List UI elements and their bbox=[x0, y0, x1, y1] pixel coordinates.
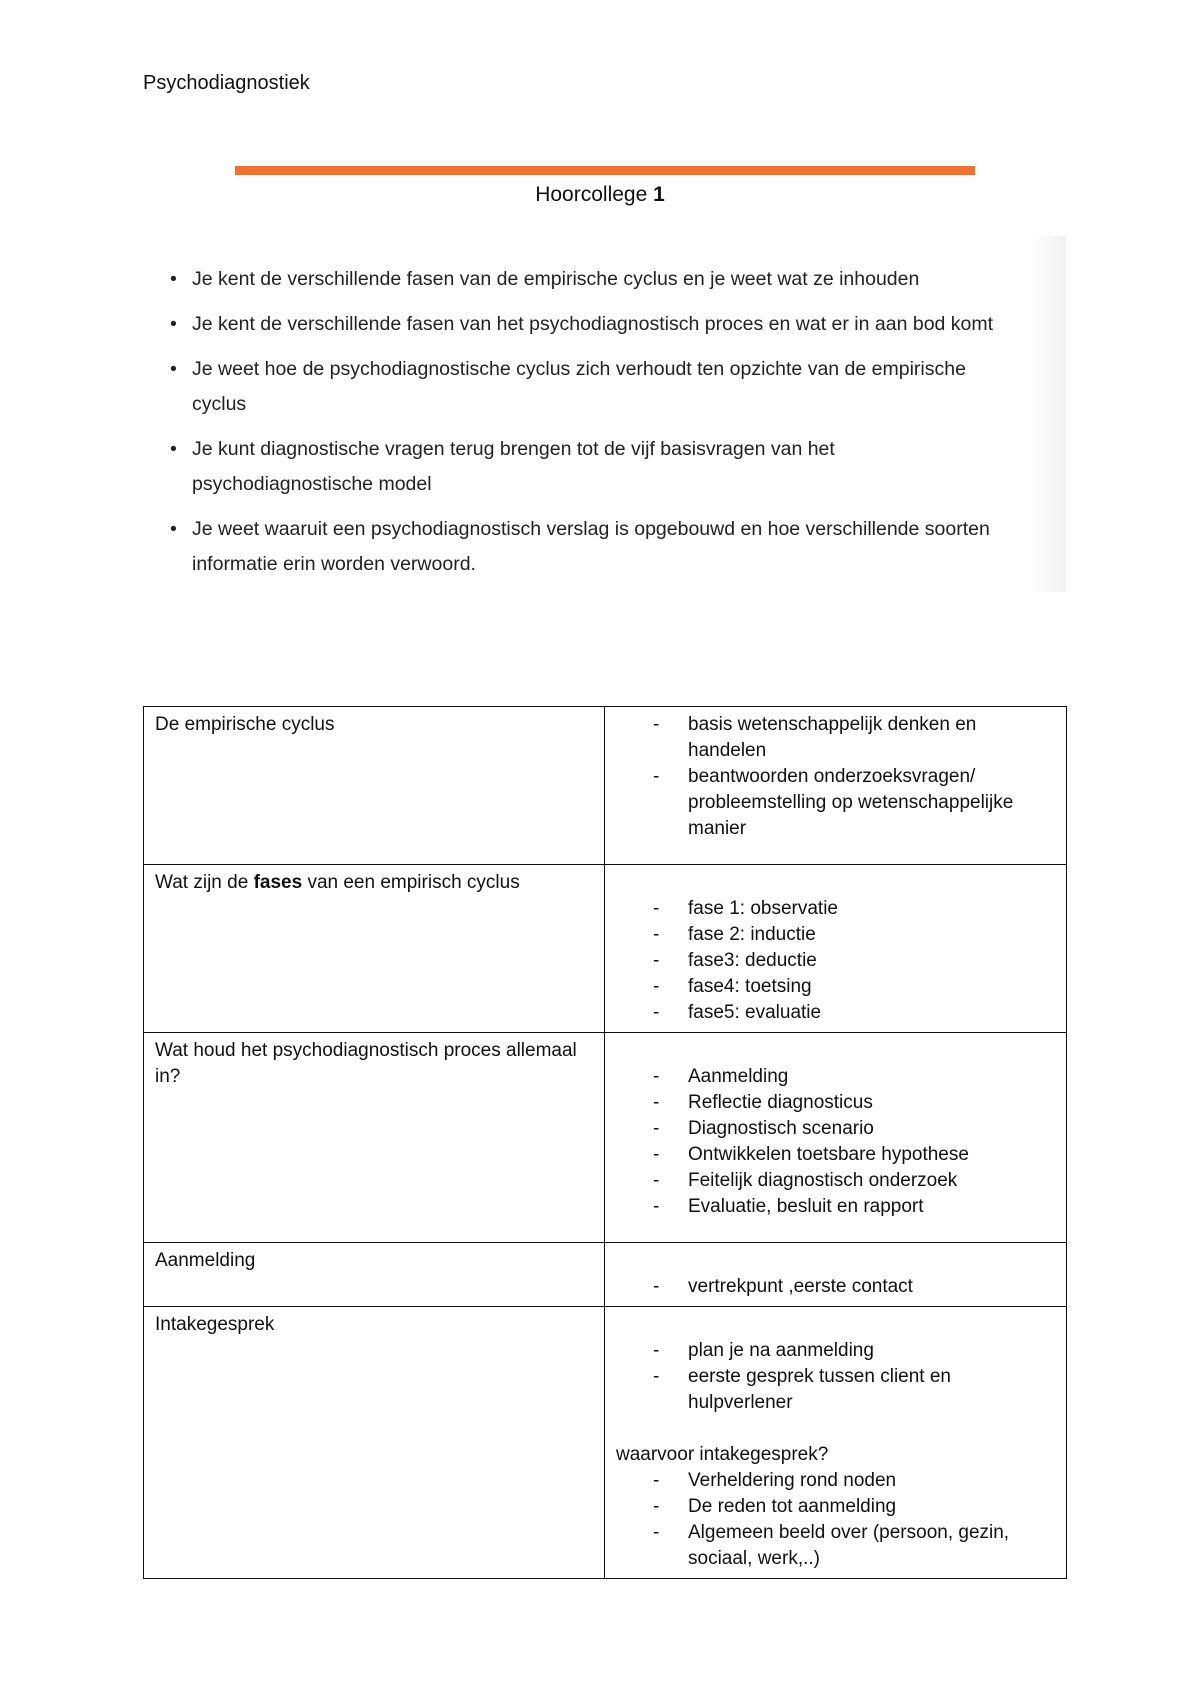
answer-list bbox=[616, 1274, 1056, 1300]
dash-icon: - bbox=[653, 976, 660, 997]
answer-cell bbox=[605, 1307, 1067, 1579]
answer-text: Reflectie diagnosticus bbox=[688, 1092, 873, 1113]
list-item bbox=[616, 974, 1056, 1000]
list-item bbox=[616, 1364, 1056, 1416]
dash-icon: - bbox=[653, 924, 660, 945]
accent-bar bbox=[235, 166, 975, 175]
dash-icon: - bbox=[653, 1092, 660, 1113]
lecture-title-text: Hoorcollege bbox=[535, 183, 654, 206]
list-item bbox=[616, 1116, 1056, 1142]
lecture-title bbox=[0, 183, 1200, 207]
dash-icon: - bbox=[653, 1470, 660, 1491]
objective-text: Je kent de verschillende fasen van het psychodiagnostisch proces en wat er in aan bod komt bbox=[192, 313, 994, 335]
objective-item bbox=[160, 432, 892, 502]
answer-cell bbox=[605, 865, 1067, 1033]
running-header: Psychodiagnostiek bbox=[143, 72, 310, 94]
answer-list bbox=[616, 1468, 1056, 1572]
dash-icon: - bbox=[653, 1144, 660, 1165]
table-row bbox=[144, 1307, 1067, 1579]
answer-text: eerste gesprek tussen client en hulpverlener bbox=[688, 1366, 951, 1413]
answer-list bbox=[616, 1064, 1056, 1220]
question-emphasis: fases bbox=[253, 872, 303, 893]
answer-text: fase4: toetsing bbox=[688, 976, 812, 997]
list-item bbox=[616, 712, 1056, 764]
objective-text: Je weet hoe de psychodiagnostische cyclus zich verhoudt ten opzichte van de empirische cyclus bbox=[192, 358, 966, 415]
answer-list bbox=[616, 1338, 1056, 1416]
dash-icon: - bbox=[653, 950, 660, 971]
answer-text: plan je na aanmelding bbox=[688, 1340, 874, 1361]
answer-text: fase 1: observatie bbox=[688, 898, 838, 919]
answer-text: fase3: deductie bbox=[688, 950, 817, 971]
list-item bbox=[616, 1168, 1056, 1194]
answer-cell bbox=[605, 1033, 1067, 1243]
bullet-icon: • bbox=[170, 518, 177, 540]
sub-heading: waarvoor intakegesprek? bbox=[616, 1444, 829, 1465]
notes-table bbox=[143, 706, 1067, 1579]
objective-item bbox=[160, 512, 1072, 582]
dash-icon: - bbox=[653, 714, 660, 735]
list-item bbox=[616, 1064, 1056, 1090]
objectives-list bbox=[160, 236, 1066, 582]
dash-icon: - bbox=[653, 1522, 660, 1543]
dash-icon: - bbox=[653, 1340, 660, 1361]
answer-text: De reden tot aanmelding bbox=[688, 1496, 897, 1517]
answer-cell bbox=[605, 1243, 1067, 1307]
answer-text: vertrekpunt ,eerste contact bbox=[688, 1276, 913, 1297]
objective-text: Je kent de verschillende fasen van de empirische cyclus en je weet wat ze inhouden bbox=[192, 268, 920, 290]
answer-text: fase5: evaluatie bbox=[688, 1002, 822, 1023]
table-row bbox=[144, 1033, 1067, 1243]
dash-icon: - bbox=[653, 1276, 660, 1297]
dash-icon: - bbox=[653, 1002, 660, 1023]
list-item bbox=[616, 1520, 1056, 1572]
answer-text: beantwoorden onderzoeksvragen/ probleemstelling op wetenschappelijke manier bbox=[688, 766, 1014, 839]
answer-text: Ontwikkelen toetsbare hypothese bbox=[688, 1144, 969, 1165]
list-item bbox=[616, 1274, 1056, 1300]
list-item bbox=[616, 922, 1056, 948]
answer-text: basis wetenschappelijk denken en handelen bbox=[688, 714, 977, 761]
bullet-icon: • bbox=[170, 313, 177, 335]
list-item bbox=[616, 896, 1056, 922]
answer-list bbox=[616, 712, 1056, 842]
dash-icon: - bbox=[653, 1366, 660, 1387]
objective-item bbox=[160, 307, 1066, 342]
question-cell: Intakegesprek bbox=[144, 1307, 605, 1579]
answer-text: fase 2: inductie bbox=[688, 924, 816, 945]
lecture-number: 1 bbox=[653, 183, 665, 206]
list-item bbox=[616, 764, 1056, 842]
dash-icon: - bbox=[653, 1066, 660, 1087]
answer-text: Feitelijk diagnostisch onderzoek bbox=[688, 1170, 958, 1191]
list-item bbox=[616, 1000, 1056, 1026]
table-row bbox=[144, 1243, 1067, 1307]
bullet-icon: • bbox=[170, 438, 177, 460]
dash-icon: - bbox=[653, 766, 660, 787]
learning-objectives bbox=[160, 236, 1066, 592]
dash-icon: - bbox=[653, 1496, 660, 1517]
dash-icon: - bbox=[653, 898, 660, 919]
dash-icon: - bbox=[653, 1196, 660, 1217]
objective-item bbox=[160, 352, 1022, 422]
answer-cell bbox=[605, 707, 1067, 865]
answer-list bbox=[616, 896, 1056, 1026]
answer-text: Algemeen beeld over (persoon, gezin, sociaal, werk,..) bbox=[688, 1522, 1010, 1569]
list-item bbox=[616, 1468, 1056, 1494]
list-item bbox=[616, 1142, 1056, 1168]
dash-icon: - bbox=[653, 1118, 660, 1139]
list-item bbox=[616, 1338, 1056, 1364]
answer-text: Verheldering rond noden bbox=[688, 1470, 897, 1491]
question-text: Wat zijn de bbox=[155, 872, 254, 893]
question-cell: Aanmelding bbox=[144, 1243, 605, 1307]
bullet-icon: • bbox=[170, 358, 177, 380]
objective-text: Je weet waaruit een psychodiagnostisch verslag is opgebouwd en hoe verschillende soorten informatie erin worden verwoord. bbox=[192, 518, 990, 575]
answer-text: Diagnostisch scenario bbox=[688, 1118, 874, 1139]
answer-text: Evaluatie, besluit en rapport bbox=[688, 1196, 924, 1217]
bullet-icon: • bbox=[170, 268, 177, 290]
objective-text: Je kunt diagnostische vragen terug brengen tot de vijf basisvragen van het psychodiagnostische model bbox=[192, 438, 835, 495]
answer-text: Aanmelding bbox=[688, 1066, 789, 1087]
objective-item bbox=[160, 262, 1066, 297]
list-item bbox=[616, 1494, 1056, 1520]
dash-icon: - bbox=[653, 1170, 660, 1191]
question-cell bbox=[144, 865, 605, 1033]
table-row bbox=[144, 707, 1067, 865]
list-item bbox=[616, 1090, 1056, 1116]
list-item bbox=[616, 948, 1056, 974]
list-item bbox=[616, 1194, 1056, 1220]
question-cell: De empirische cyclus bbox=[144, 707, 605, 865]
question-cell: Wat houd het psychodiagnostisch proces allemaal in? bbox=[144, 1033, 605, 1243]
question-text: van een empirisch cyclus bbox=[302, 872, 520, 893]
table-row bbox=[144, 865, 1067, 1033]
